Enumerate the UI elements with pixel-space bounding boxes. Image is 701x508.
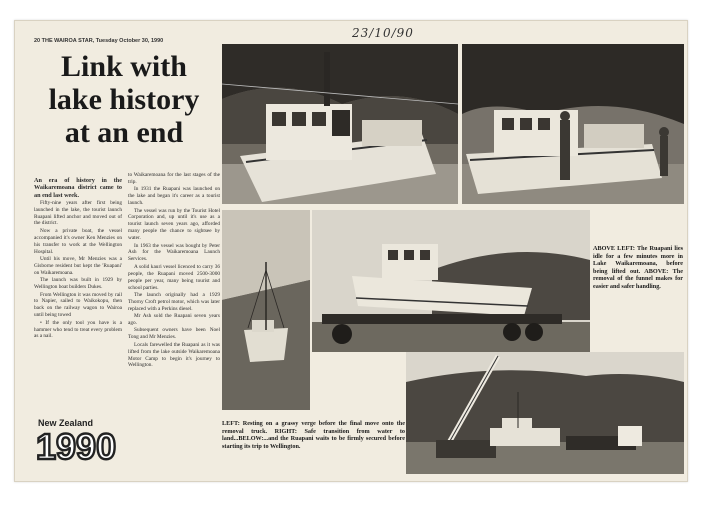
headline-line-2: lake history xyxy=(48,83,200,116)
logo-text: New Zealand xyxy=(38,418,94,428)
paragraph: The launch was built in 1929 by Wellington boat builders Dukes. xyxy=(34,277,122,291)
headline-line-3: at an end xyxy=(64,116,184,149)
headline-line-1: Link with xyxy=(61,50,187,83)
caption-left-right-below: LEFT: Resting on a grassy verge before the final move onto the removal truck. RIGHT: Safe transition from water to land...BELOW:...and the Ruapani waits to be firmly secured before starting its trip to Wellington. xyxy=(222,420,405,450)
caption-above: ABOVE LEFT: The Ruapani lies idle for a few minutes more in Lake Waikaremoana, before being lifted out. ABOVE: The removal of the funnel makes for easier and safer handling. xyxy=(593,245,683,290)
paragraph: A solid kauri vessel licenced to carry 36 people, the Ruapani moved 2500-3000 people per year, many being tourist and school parties. xyxy=(128,263,220,291)
handwritten-date: 23/10/90 xyxy=(352,26,414,40)
paragraph: Mr Ash sold the Ruapani seven years ago. xyxy=(128,313,220,327)
logo-year: 1990 xyxy=(36,426,117,467)
headline xyxy=(34,50,214,149)
paragraph: to Waikaremoana for the last stages of the trip. xyxy=(128,172,220,185)
masthead: 20 THE WAIROA STAR, Tuesday October 30, 1990 xyxy=(34,38,164,44)
article-column-1 xyxy=(34,177,122,341)
paragraph: The vessel was run by the Tourist Hotel Corporation and, up until it's use as a tourist launch seven years ago, afforded many people the chance to sightsee by water. xyxy=(128,207,220,242)
new-zealand-1990-logo xyxy=(36,418,118,474)
paragraph: Fifty-nine years after first being launched in the lake, the tourist launch Ruapani lifted anchor and moved out of the district. xyxy=(34,199,122,227)
photo-funnel-removal xyxy=(462,44,684,204)
paragraph: Now a private boat, the vessel accompanied it's owner Ken Menzies on his transfer to work at the Wellington Hospital. xyxy=(34,227,122,255)
photo-boat-on-lake xyxy=(222,44,458,204)
paragraph: Subsequent owners have been Noel Tong and Mr Menzies. xyxy=(128,327,220,341)
paragraph: In 1931 the Ruapani was launched on the lake and began it's career as a tourist launch. xyxy=(128,186,220,207)
lead-paragraph: An era of history in the Waikaremoana district came to an end last week. xyxy=(34,177,122,199)
filler-quote: • If the only tool you have is a hammer who tend to treat every problem as a nail. xyxy=(34,319,122,340)
paragraph: Until his move, Mr Menzies was a Gisborne resident but kept the 'Ruapani' on Waikaremoana. xyxy=(34,255,122,276)
paragraph: Locals farewelled the Ruapani as it was lifted from the lake outside Waikaremoana Motor Camp to begin it's journey to Wellington. xyxy=(128,341,220,369)
photo-crane-lift xyxy=(406,352,684,474)
paragraph: In 1963 the vessel was bought by Peter Ash for the Waikaremoana Launch Services. xyxy=(128,242,220,263)
paragraph: From Wellington it was moved by rail to Napier, sailed to Waikokopu, then back on the railway wagon to Wairoa until being towed xyxy=(34,291,122,319)
photo-boat-on-verge xyxy=(222,210,310,410)
paragraph: The launch originally had a 1929 Thorny Croft petrol motor, which was later replaced with a Perkins diesel. xyxy=(128,291,220,312)
photo-boat-on-truck xyxy=(312,210,590,352)
article-column-2 xyxy=(128,172,220,370)
